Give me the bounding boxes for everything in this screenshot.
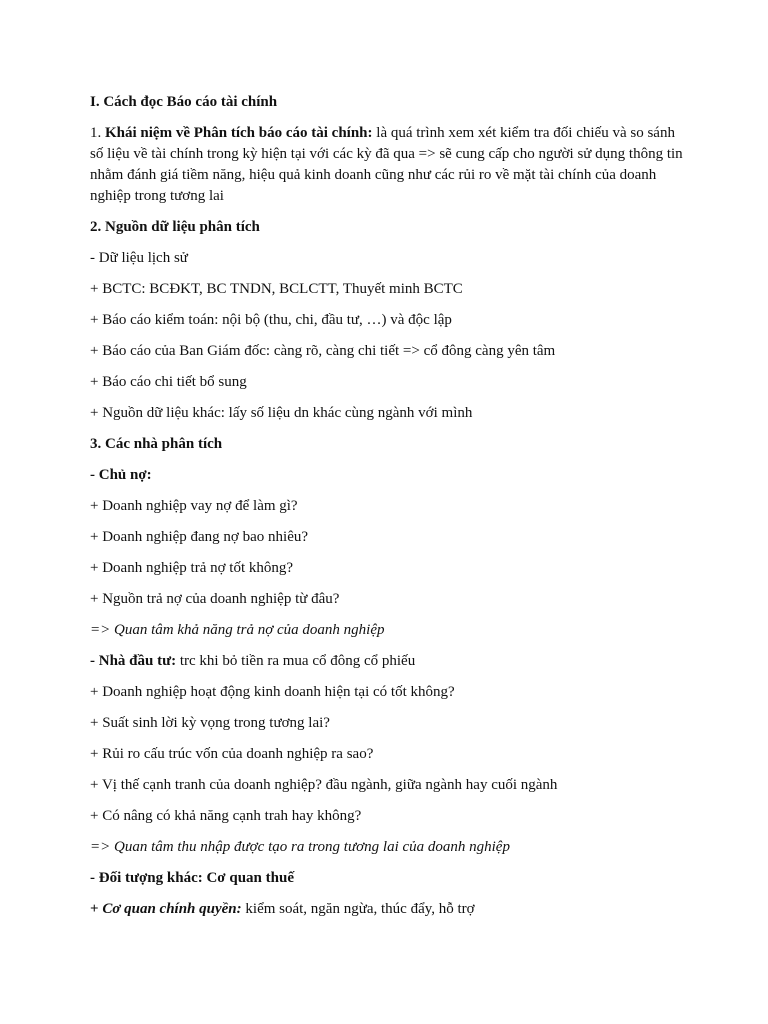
- government-text: kiểm soát, ngăn ngừa, thúc đẩy, hỗ trợ: [241, 901, 475, 917]
- list-item: + Doanh nghiệp trả nợ tốt không?: [90, 560, 294, 576]
- list-item: + Doanh nghiệp đang nợ bao nhiêu?: [90, 529, 309, 545]
- government-paragraph: [90, 899, 685, 920]
- other-parties-heading: - Đối tượng khác: Cơ quan thuế: [90, 870, 294, 886]
- investor-paragraph: [90, 651, 685, 672]
- definition-term: Khái niệm về Phân tích báo cáo tài chính:: [105, 125, 373, 141]
- list-item: + Doanh nghiệp vay nợ để làm gì?: [90, 498, 298, 514]
- list-item: + Có nâng có khả năng cạnh trah hay không?: [90, 808, 362, 824]
- document-page: [90, 92, 685, 930]
- list-item: + Báo cáo kiểm toán: nội bộ (thu, chi, đầu tư, …) và độc lập: [90, 312, 452, 328]
- government-term: Cơ quan chính quyền:: [102, 901, 242, 917]
- list-item: + Vị thế cạnh tranh của doanh nghiệp? đầu ngành, giữa ngành hay cuối ngành: [90, 777, 558, 793]
- government-prefix: +: [90, 901, 103, 917]
- heading-data-sources: 2. Nguồn dữ liệu phân tích: [90, 219, 260, 235]
- heading-analysts: 3. Các nhà phân tích: [90, 436, 223, 452]
- investor-conclusion: => Quan tâm thu nhập được tạo ra trong tương lai của doanh nghiệp: [90, 839, 510, 855]
- creditor-heading: - Chủ nợ:: [90, 467, 152, 483]
- creditor-conclusion: => Quan tâm khả năng trả nợ của doanh nghiệp: [90, 622, 385, 638]
- investor-term: - Nhà đầu tư:: [90, 653, 177, 669]
- list-item: - Dữ liệu lịch sử: [90, 250, 188, 266]
- list-item: + Nguồn dữ liệu khác: lấy số liệu dn khác cùng ngành với mình: [90, 405, 473, 421]
- list-item: + Nguồn trả nợ của doanh nghiệp từ đâu?: [90, 591, 340, 607]
- heading-reading-financial-statements: I. Cách đọc Báo cáo tài chính: [90, 94, 278, 110]
- list-item: + BCTC: BCĐKT, BC TNDN, BCLCTT, Thuyết minh BCTC: [90, 281, 463, 297]
- section-number: 1.: [90, 125, 105, 141]
- definition-paragraph: [90, 123, 685, 207]
- list-item: + Suất sinh lời kỳ vọng trong tương lai?: [90, 715, 330, 731]
- list-item: + Doanh nghiệp hoạt động kinh doanh hiện tại có tốt không?: [90, 684, 455, 700]
- investor-text: trc khi bỏ tiền ra mua cổ đông cổ phiếu: [176, 653, 416, 669]
- list-item: + Rủi ro cấu trúc vốn của doanh nghiệp ra sao?: [90, 746, 374, 762]
- list-item: + Báo cáo chi tiết bổ sung: [90, 374, 247, 390]
- definition-text: là quá trình xem xét kiểm tra đối chiếu và so sánh số liệu về tài chính trong kỳ hiện tại với các kỳ đã qua => sẽ cung cấp cho người sử dụng thông tin nhằm đánh giá tiềm năng, hiệu quả kinh doanh cũng như các rủi ro về mặt tài chính của doanh nghiệp trong tương lai: [90, 125, 683, 204]
- list-item: + Báo cáo của Ban Giám đốc: càng rõ, càng chi tiết => cổ đông càng yên tâm: [90, 343, 556, 359]
